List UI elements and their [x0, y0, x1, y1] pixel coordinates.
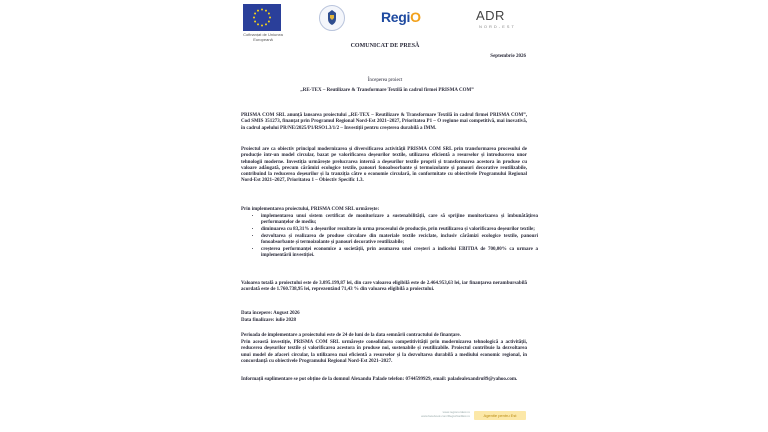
- adr-logo: ADR: [476, 8, 505, 23]
- document-title: COMUNICAT DE PRESĂ: [350, 43, 420, 49]
- start-date: Data începere: August 2026: [241, 311, 300, 316]
- impact-paragraph: Prin această investiție, PRISMA COM SRL urmărește consolidarea competitivității prin modernizarea tehnologică a activității, reducerea deșeurilor textile și valorificarea acestora în produse noi, sustenabile și reutilizabile. Proiectul contribuie la dezvoltarea unui model de afaceri circular, la utilizarea mai eficientă a resurselor și la dezvoltarea durabilă a mediului economic regional, în concordanță cu obiectivele Programului Regional Nord-Est 2021–2027.: [241, 340, 527, 364]
- intro-paragraph: PRISMA COM SRL anunță lansarea proiectului „RE-TEX – Reutilizare & Transformare Textilă în cadrul firmei PRISMA COM”, Cod SMIS 351273, finanțat prin Programul Regional Nord-Est 2021–2027, Prioritatea P1 – O regiune mai competitivă, mai inovativă, în cadrul apelului PR/NE/2025/P1/RSO1.3/1/2 – Investiții pentru creșterea durabilă a IMM.: [241, 113, 527, 131]
- eu-flag-icon: [243, 4, 281, 31]
- goals-intro: Prin implementarea proiectului, PRISMA COM SRL urmărește:: [241, 207, 380, 212]
- footer-website-link: www.regionordest.ro: [442, 410, 470, 414]
- end-date: Data finalizare: iulie 2028: [241, 318, 297, 323]
- footer-badge: Agentie pentru Est: [474, 411, 526, 420]
- eu-caption: Cofinanțat de Uniunea Europeană: [243, 32, 283, 42]
- implementation-period: Perioada de implementare a proiectului este de 24 de luni de la data semnării contractului de finanțare.: [241, 333, 461, 338]
- logo-row: [240, 2, 530, 44]
- list-item: • implementarea unui sistem certificat de monitorizare a sustenabilității, care să sprijine monitorizarea și îmbunătățirea performanțelor de mediu;: [261, 214, 538, 227]
- list-item: • diminuarea cu 83,31% a deșeurilor rezultate în urma procesului de producție, prin reutilizarea și valorificarea deșeurilor textile;: [261, 227, 538, 233]
- romania-government-crest-icon: [319, 5, 345, 31]
- project-name: „RE-TEX – Reutilizare & Transformare Textilă în cadrul firmei PRISMA COM”: [300, 88, 474, 93]
- footer-facebook-link: www.facebook.com/RegioNordEst.ro: [421, 414, 470, 418]
- list-item: • creșterea performanței economice a societății, prin asumarea unei creșteri a indicelui EBITDA de 700,00% ca urmare a implementării investiției.: [261, 247, 538, 260]
- document-date: Septembrie 2026: [490, 54, 526, 59]
- adr-logo-subtitle: NORD-EST: [479, 24, 516, 29]
- regio-logo: RegiO: [381, 9, 421, 25]
- project-intro-label: Începerea proiect: [367, 78, 403, 83]
- contact-paragraph: Informații suplimentare se pot obține de la domnul Alexandu Palade telefon: 0744599929, email: paladealexandru89@yahoo.com.: [241, 377, 518, 382]
- footer-links: [410, 410, 470, 418]
- goals-list: [250, 214, 538, 260]
- budget-paragraph: Valoarea totală a proiectului este de 3.095.199,87 lei, din care valoarea eligibilă este de 2.464.953,63 lei, iar finanțarea nerambursabilă acordată este de 1.760.738,95 lei, reprezentând 71,43 % din valoarea eligibilă a proiectului.: [241, 281, 527, 293]
- objective-paragraph: Proiectul are ca obiectiv principal modernizarea și diversificarea activității PRISMA COM SRL prin transformarea procesului de producție într-un model circular, bazat pe valorificarea deșeurilor textile, utilizarea eficientă a resurselor și introducerea unor tehnologii moderne. Investiția urmărește prelucrarea internă a deșeurilor textile proprii și transformarea acestora în produse cu valoare adăugată, precum cărămizi ecologice textile, panouri fonoabsorbante și termoizolante și panouri decorative reutilizabile, contribuind la reducerea deșeurilor și la tranziția către o economie circulară, în conformitate cu obiectivele Programului Regional Nord-Est 2021–2027, Prioritatea 1 – Obiectiv Specific 1.3.: [241, 147, 527, 184]
- list-item: • dezvoltarea și realizarea de produse circulare din materiale textile reciclate, inclusiv cărămizi ecologice textile, panouri fonoabsorbante și termoizolante și panouri decorative reutilizabile;: [261, 234, 538, 247]
